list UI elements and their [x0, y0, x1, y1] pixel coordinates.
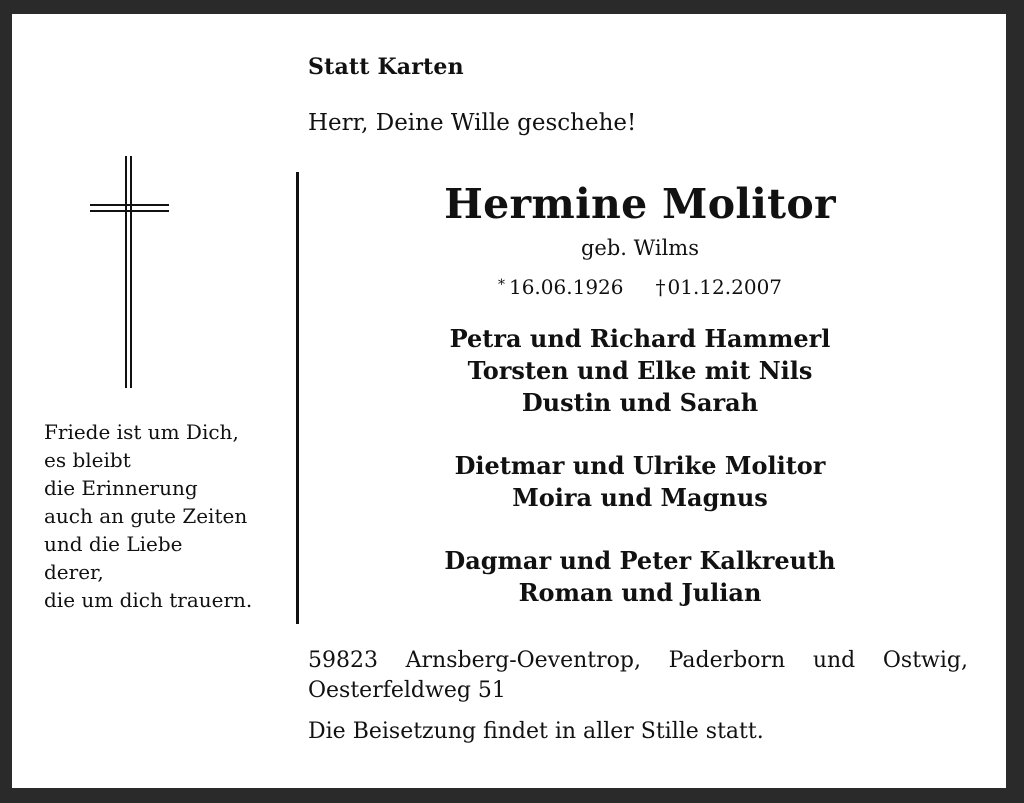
mourner-line: Dietmar und Ulrike Molitor: [454, 451, 826, 480]
cross-vertical-bar: [130, 156, 132, 388]
main-column: [312, 176, 968, 609]
vertical-divider: [296, 172, 299, 624]
deceased-name: Hermine Molitor: [444, 180, 836, 228]
motto-text: Herr, Deine Wille geschehe!: [308, 110, 637, 136]
mourner-group: [312, 450, 968, 514]
poem-line: die um dich trauern.: [44, 588, 253, 612]
address-line: 59823 Arnsberg-Oeventrop, Paderborn und Ostwig,: [308, 648, 968, 673]
birth-star-icon: *: [497, 277, 505, 293]
poem-line: auch an gute Zeiten: [44, 504, 248, 528]
cross-vertical-bar: [125, 156, 127, 388]
mourner-line: Torsten und Elke mit Nils: [467, 356, 813, 385]
birth-date: 16.06.1926: [508, 275, 624, 299]
mourner-line: Moira und Magnus: [512, 483, 768, 512]
poem: [44, 418, 252, 614]
burial-note: Die Beisetzung findet in aller Stille statt.: [308, 719, 764, 744]
birth-name: geb. Wilms: [580, 236, 699, 260]
mourner-group: [312, 545, 968, 609]
poem-line: und die Liebe: [44, 532, 183, 556]
mourner-line: Dagmar und Peter Kalkreuth: [444, 546, 836, 575]
poem-line: es bleibt: [44, 448, 131, 472]
mourner-group: [312, 323, 968, 419]
mourner-line: Petra und Richard Hammerl: [449, 324, 831, 353]
statt-karten-heading: Statt Karten: [308, 54, 464, 80]
mourners-list: [312, 323, 968, 609]
obituary-notice: [12, 14, 1006, 788]
death-cross-icon: †: [655, 275, 666, 299]
poem-line: derer,: [44, 560, 104, 584]
life-dates: [312, 270, 968, 302]
mourner-line: Roman und Julian: [518, 578, 762, 607]
mourner-line: Dustin und Sarah: [521, 388, 759, 417]
cross-horizontal-bar: [90, 210, 169, 212]
death-date: 01.12.2007: [667, 275, 783, 299]
address-line: Oesterfeldweg 51: [308, 678, 506, 703]
poem-line: Friede ist um Dich,: [44, 420, 239, 444]
address-block: [308, 646, 968, 706]
poem-line: die Erinnerung: [44, 476, 198, 500]
cross-horizontal-bar: [90, 204, 169, 206]
